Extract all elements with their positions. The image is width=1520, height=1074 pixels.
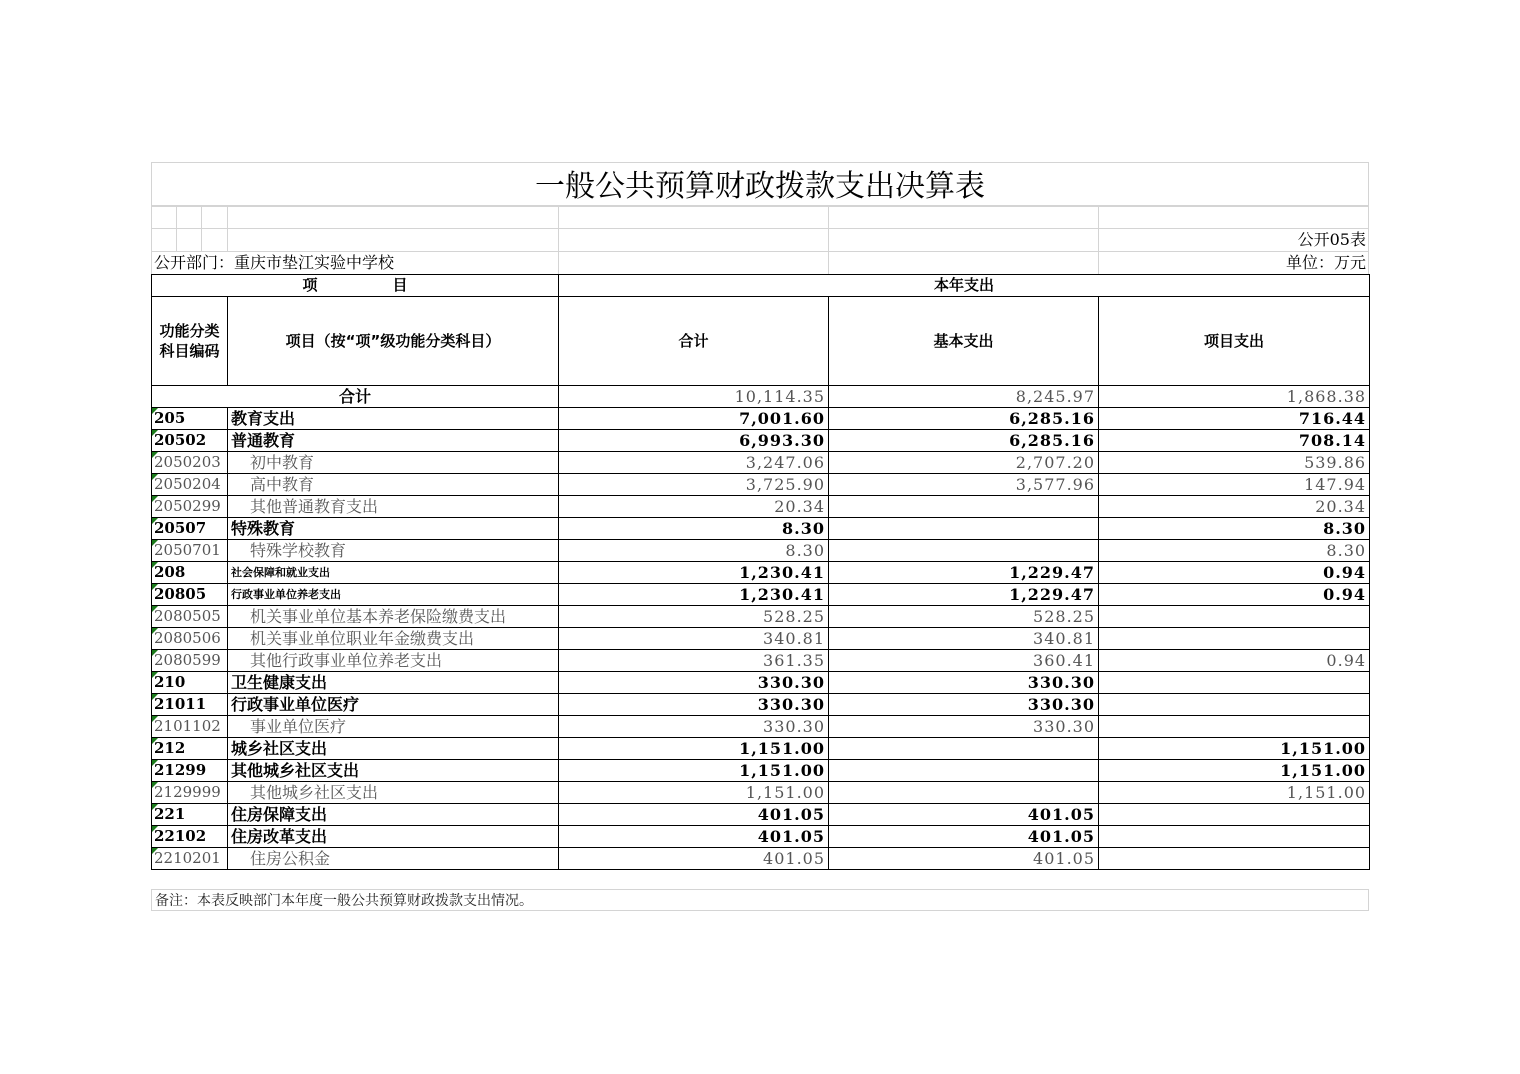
- row-name: 机关事业单位基本养老保险缴费支出: [228, 606, 559, 628]
- table-row: [152, 650, 1370, 672]
- row-basic: [829, 782, 1099, 804]
- row-code: 21011: [152, 694, 228, 716]
- row-project: 8.30: [1099, 540, 1370, 562]
- row-total: 8.30: [559, 540, 829, 562]
- gridline: [201, 206, 202, 251]
- row-project: [1099, 716, 1370, 738]
- footnote: 备注：本表反映部门本年度一般公共预算财政拨款支出情况。: [151, 889, 1369, 911]
- row-total: 401.05: [559, 826, 829, 848]
- row-total: 8.30: [559, 518, 829, 540]
- row-code: 20507: [152, 518, 228, 540]
- table-row: [152, 430, 1370, 452]
- gridline: [1098, 206, 1099, 274]
- row-name: 行政事业单位养老支出: [228, 584, 559, 606]
- row-basic: [829, 738, 1099, 760]
- table-row: [152, 562, 1370, 584]
- row-basic: 360.41: [829, 650, 1099, 672]
- row-code: 221: [152, 804, 228, 826]
- row-project: 716.44: [1099, 408, 1370, 430]
- row-code: 2080506: [152, 628, 228, 650]
- row-total: 330.30: [559, 672, 829, 694]
- row-total: 1,230.41: [559, 562, 829, 584]
- row-code: 2129999: [152, 782, 228, 804]
- header-basic: 基本支出: [829, 297, 1099, 386]
- row-code: 22102: [152, 826, 228, 848]
- gridline: [151, 228, 1369, 229]
- row-project: [1099, 672, 1370, 694]
- row-project: 708.14: [1099, 430, 1370, 452]
- table-row: [152, 738, 1370, 760]
- row-project: 147.94: [1099, 474, 1370, 496]
- table-row: [152, 474, 1370, 496]
- table-row: [152, 760, 1370, 782]
- table-row: [152, 452, 1370, 474]
- row-name: 教育支出: [228, 408, 559, 430]
- row-total: 3,247.06: [559, 452, 829, 474]
- row-total: 401.05: [559, 848, 829, 870]
- row-name: 普通教育: [228, 430, 559, 452]
- row-project: 20.34: [1099, 496, 1370, 518]
- row-project: 1,151.00: [1099, 738, 1370, 760]
- table-row: [152, 408, 1370, 430]
- row-total: 528.25: [559, 606, 829, 628]
- row-name: 机关事业单位职业年金缴费支出: [228, 628, 559, 650]
- header-current-year: 本年支出: [559, 275, 1370, 297]
- row-code: 21299: [152, 760, 228, 782]
- row-project: [1099, 694, 1370, 716]
- gridline: [558, 206, 559, 274]
- row-name: 住房保障支出: [228, 804, 559, 826]
- row-project: [1099, 826, 1370, 848]
- row-project: [1099, 606, 1370, 628]
- page-title: 一般公共预算财政拨款支出决算表: [151, 162, 1369, 206]
- row-code: 2080505: [152, 606, 228, 628]
- table-row: [152, 496, 1370, 518]
- total-amount: 10,114.35: [559, 386, 829, 408]
- table-row: [152, 848, 1370, 870]
- row-total: 7,001.60: [559, 408, 829, 430]
- row-code: 2101102: [152, 716, 228, 738]
- table-row: [152, 826, 1370, 848]
- row-project: 0.94: [1099, 562, 1370, 584]
- table-row: [152, 694, 1370, 716]
- total-basic: 8,245.97: [829, 386, 1099, 408]
- row-name: 卫生健康支出: [228, 672, 559, 694]
- row-name: 城乡社区支出: [228, 738, 559, 760]
- gridline: [828, 206, 829, 274]
- row-basic: 528.25: [829, 606, 1099, 628]
- total-label: 合计: [152, 386, 559, 408]
- row-code: 2080599: [152, 650, 228, 672]
- unit-label: 单位：万元: [1285, 253, 1366, 272]
- row-name: 其他城乡社区支出: [228, 782, 559, 804]
- row-name: 特殊学校教育: [228, 540, 559, 562]
- row-code: 2050203: [152, 452, 228, 474]
- row-name: 初中教育: [228, 452, 559, 474]
- row-basic: [829, 518, 1099, 540]
- table-row: [152, 628, 1370, 650]
- header-name: 项目（按“项”级功能分类科目）: [228, 297, 559, 386]
- row-name: 其他城乡社区支出: [228, 760, 559, 782]
- table-row: [152, 782, 1370, 804]
- row-total: 361.35: [559, 650, 829, 672]
- row-basic: 330.30: [829, 694, 1099, 716]
- row-basic: 401.05: [829, 826, 1099, 848]
- row-basic: [829, 540, 1099, 562]
- row-basic: [829, 496, 1099, 518]
- row-code: 20502: [152, 430, 228, 452]
- row-basic: 1,229.47: [829, 584, 1099, 606]
- row-code: 20805: [152, 584, 228, 606]
- row-project: 0.94: [1099, 584, 1370, 606]
- row-basic: 401.05: [829, 804, 1099, 826]
- row-code: 212: [152, 738, 228, 760]
- row-code: 208: [152, 562, 228, 584]
- header-project: 项 目: [152, 275, 559, 297]
- form-number: 公开05表: [1297, 230, 1366, 249]
- header-total: 合计: [559, 297, 829, 386]
- gridline: [227, 206, 228, 251]
- row-basic: 2,707.20: [829, 452, 1099, 474]
- gridline: [151, 206, 152, 274]
- table-row: [152, 672, 1370, 694]
- row-total: 1,151.00: [559, 738, 829, 760]
- table-row: [152, 716, 1370, 738]
- row-basic: 6,285.16: [829, 430, 1099, 452]
- header-code: 功能分类科目编码: [152, 297, 228, 386]
- header-project-expenditure: 项目支出: [1099, 297, 1370, 386]
- row-basic: 330.30: [829, 672, 1099, 694]
- table-row: [152, 518, 1370, 540]
- table-row: [152, 540, 1370, 562]
- row-total: 1,151.00: [559, 760, 829, 782]
- row-total: 6,993.30: [559, 430, 829, 452]
- expenditure-table: [151, 274, 1370, 870]
- row-total: 330.30: [559, 716, 829, 738]
- row-basic: 330.30: [829, 716, 1099, 738]
- row-name: 其他普通教育支出: [228, 496, 559, 518]
- row-code: 205: [152, 408, 228, 430]
- row-total: 401.05: [559, 804, 829, 826]
- row-code: 2050204: [152, 474, 228, 496]
- row-name: 事业单位医疗: [228, 716, 559, 738]
- row-total: 1,230.41: [559, 584, 829, 606]
- row-name: 住房公积金: [228, 848, 559, 870]
- row-basic: 3,577.96: [829, 474, 1099, 496]
- row-project: [1099, 628, 1370, 650]
- table-row: [152, 804, 1370, 826]
- row-project: 1,151.00: [1099, 782, 1370, 804]
- gridline: [1368, 206, 1369, 274]
- total-row: [152, 386, 1370, 408]
- table-row: [152, 584, 1370, 606]
- row-project: [1099, 848, 1370, 870]
- row-project: 539.86: [1099, 452, 1370, 474]
- row-name: 高中教育: [228, 474, 559, 496]
- row-basic: 6,285.16: [829, 408, 1099, 430]
- gridline: [176, 206, 177, 251]
- row-name: 其他行政事业单位养老支出: [228, 650, 559, 672]
- row-name: 特殊教育: [228, 518, 559, 540]
- row-project: [1099, 804, 1370, 826]
- row-code: 2210201: [152, 848, 228, 870]
- row-code: 2050299: [152, 496, 228, 518]
- row-project: 0.94: [1099, 650, 1370, 672]
- row-basic: 401.05: [829, 848, 1099, 870]
- row-total: 20.34: [559, 496, 829, 518]
- row-total: 340.81: [559, 628, 829, 650]
- row-project: 8.30: [1099, 518, 1370, 540]
- row-project: 1,151.00: [1099, 760, 1370, 782]
- row-basic: [829, 760, 1099, 782]
- row-basic: 340.81: [829, 628, 1099, 650]
- row-total: 3,725.90: [559, 474, 829, 496]
- row-name: 行政事业单位医疗: [228, 694, 559, 716]
- row-basic: 1,229.47: [829, 562, 1099, 584]
- total-project: 1,868.38: [1099, 386, 1370, 408]
- row-name: 住房改革支出: [228, 826, 559, 848]
- row-name: 社会保障和就业支出: [228, 562, 559, 584]
- table-row: [152, 606, 1370, 628]
- row-total: 1,151.00: [559, 782, 829, 804]
- row-code: 210: [152, 672, 228, 694]
- row-total: 330.30: [559, 694, 829, 716]
- department-label: 公开部门：重庆市垫江实验中学校: [154, 253, 395, 272]
- row-code: 2050701: [152, 540, 228, 562]
